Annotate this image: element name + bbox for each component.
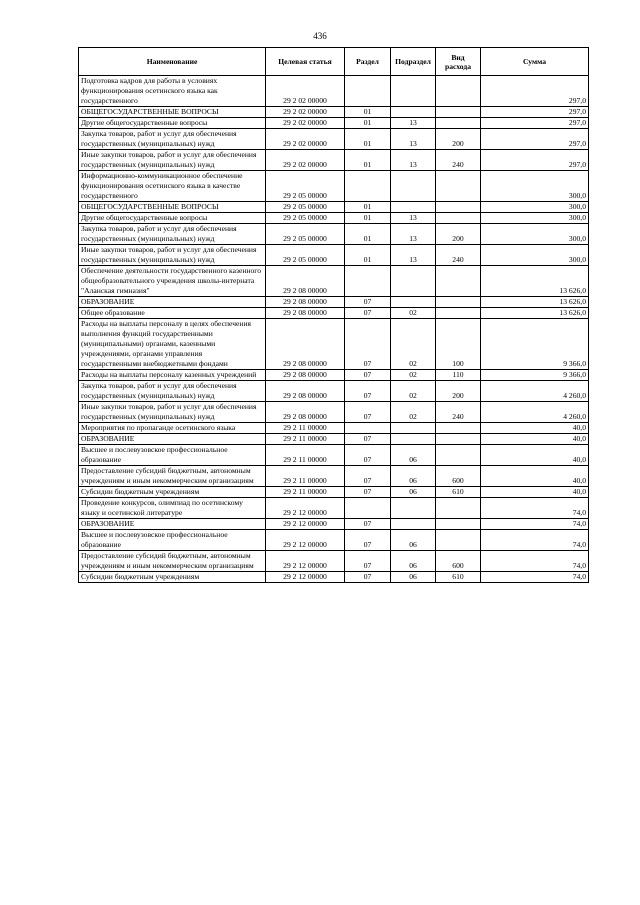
row-name: Иные закупки товаров, работ и услуг для обеспечения государственных (муниципальных) нужд: [79, 150, 266, 171]
row-section: 07: [345, 466, 391, 487]
row-section: 07: [345, 487, 391, 498]
header-row: [79, 48, 589, 76]
row-amount: 13 626,0: [481, 266, 589, 297]
table-row: [79, 370, 589, 381]
row-target-code: 29 2 12 00000: [266, 572, 345, 583]
row-expense-type: [436, 266, 481, 297]
row-expense-type: 110: [436, 370, 481, 381]
row-section: 01: [345, 150, 391, 171]
row-section: 01: [345, 213, 391, 224]
row-name: Проведение конкурсов, олимпиад по осетинскому языку и осетинской литературе: [79, 498, 266, 519]
table-row: [79, 245, 589, 266]
row-amount: 9 366,0: [481, 319, 589, 370]
header-target: Целевая статья: [266, 48, 345, 76]
row-name: ОБРАЗОВАНИЕ: [79, 297, 266, 308]
row-target-code: 29 2 02 00000: [266, 129, 345, 150]
row-name: Общее образование: [79, 308, 266, 319]
row-section: 01: [345, 107, 391, 118]
row-target-code: 29 2 08 00000: [266, 319, 345, 370]
row-target-code: 29 2 05 00000: [266, 213, 345, 224]
row-subsection: 13: [391, 129, 436, 150]
row-subsection: [391, 76, 436, 107]
table-row: [79, 445, 589, 466]
row-amount: 40,0: [481, 487, 589, 498]
row-amount: 300,0: [481, 202, 589, 213]
row-expense-type: 240: [436, 150, 481, 171]
row-section: 07: [345, 297, 391, 308]
row-amount: 300,0: [481, 245, 589, 266]
row-expense-type: 100: [436, 319, 481, 370]
row-expense-type: 240: [436, 245, 481, 266]
header-expense-type: Вид расхода: [436, 48, 481, 76]
row-amount: 297,0: [481, 107, 589, 118]
table-row: [79, 530, 589, 551]
row-target-code: 29 2 11 00000: [266, 434, 345, 445]
row-amount: 297,0: [481, 118, 589, 129]
row-target-code: 29 2 11 00000: [266, 487, 345, 498]
row-section: 07: [345, 572, 391, 583]
row-name: Информационно-коммуникационное обеспечение функционирования осетинского языка в качестве государственного: [79, 171, 266, 202]
header-amount: Сумма: [481, 48, 589, 76]
row-amount: 40,0: [481, 423, 589, 434]
row-subsection: [391, 434, 436, 445]
row-expense-type: 200: [436, 224, 481, 245]
header-subsection: Подраздел: [391, 48, 436, 76]
row-target-code: 29 2 02 00000: [266, 150, 345, 171]
row-amount: 40,0: [481, 466, 589, 487]
row-name: Закупка товаров, работ и услуг для обеспечения государственных (муниципальных) нужд: [79, 129, 266, 150]
row-subsection: 02: [391, 319, 436, 370]
row-subsection: 13: [391, 224, 436, 245]
row-section: 07: [345, 519, 391, 530]
table-row: [79, 308, 589, 319]
row-subsection: [391, 171, 436, 202]
row-amount: 300,0: [481, 171, 589, 202]
row-section: [345, 171, 391, 202]
table-row: [79, 107, 589, 118]
row-name: Субсидии бюджетным учреждениям: [79, 572, 266, 583]
row-name: Расходы на выплаты персоналу в целях обеспечения выполнения функций государственными (муниципальными) органами, казенными учреждениями, органами управления государственными внебюджетными фондами: [79, 319, 266, 370]
row-section: [345, 423, 391, 434]
row-name: Высшее и послевузовское профессиональное образование: [79, 530, 266, 551]
table-row: [79, 487, 589, 498]
row-section: 01: [345, 202, 391, 213]
table-row: [79, 297, 589, 308]
row-subsection: 02: [391, 402, 436, 423]
row-subsection: 06: [391, 466, 436, 487]
row-amount: 9 366,0: [481, 370, 589, 381]
row-amount: 13 626,0: [481, 297, 589, 308]
table-row: [79, 551, 589, 572]
row-section: 07: [345, 370, 391, 381]
row-subsection: 02: [391, 381, 436, 402]
row-expense-type: [436, 76, 481, 107]
row-name: Обеспечение деятельности государственного казенного общеобразовательного учреждения школы-интерната "Аланская гимназия": [79, 266, 266, 297]
row-target-code: 29 2 12 00000: [266, 519, 345, 530]
row-expense-type: 610: [436, 487, 481, 498]
row-target-code: 29 2 08 00000: [266, 297, 345, 308]
row-subsection: 13: [391, 245, 436, 266]
row-subsection: 02: [391, 370, 436, 381]
row-section: 01: [345, 245, 391, 266]
row-target-code: 29 2 11 00000: [266, 466, 345, 487]
row-subsection: [391, 498, 436, 519]
table-row: [79, 423, 589, 434]
row-subsection: 02: [391, 308, 436, 319]
row-subsection: 06: [391, 530, 436, 551]
table-row: [79, 213, 589, 224]
row-amount: 74,0: [481, 519, 589, 530]
row-section: 07: [345, 308, 391, 319]
table-row: [79, 402, 589, 423]
row-name: Субсидии бюджетным учреждениям: [79, 487, 266, 498]
row-target-code: 29 2 08 00000: [266, 381, 345, 402]
row-target-code: 29 2 08 00000: [266, 370, 345, 381]
row-subsection: [391, 519, 436, 530]
row-amount: 13 626,0: [481, 308, 589, 319]
row-subsection: [391, 266, 436, 297]
row-section: 07: [345, 402, 391, 423]
row-section: 07: [345, 445, 391, 466]
table-row: [79, 118, 589, 129]
row-name: Иные закупки товаров, работ и услуг для обеспечения государственных (муниципальных) нужд: [79, 402, 266, 423]
row-expense-type: [436, 445, 481, 466]
table-row: [79, 171, 589, 202]
row-name: Другие общегосударственные вопросы: [79, 213, 266, 224]
table-row: [79, 434, 589, 445]
row-expense-type: [436, 530, 481, 551]
row-subsection: 06: [391, 487, 436, 498]
row-subsection: 13: [391, 150, 436, 171]
row-name: ОБРАЗОВАНИЕ: [79, 519, 266, 530]
row-expense-type: [436, 107, 481, 118]
row-target-code: 29 2 08 00000: [266, 402, 345, 423]
row-amount: 4 260,0: [481, 381, 589, 402]
row-name: Другие общегосударственные вопросы: [79, 118, 266, 129]
table-row: [79, 466, 589, 487]
table-row: [79, 519, 589, 530]
row-subsection: [391, 423, 436, 434]
row-expense-type: 600: [436, 551, 481, 572]
row-target-code: 29 2 12 00000: [266, 530, 345, 551]
row-amount: 74,0: [481, 572, 589, 583]
row-expense-type: [436, 202, 481, 213]
row-name: ОБЩЕГОСУДАРСТВЕННЫЕ ВОПРОСЫ: [79, 107, 266, 118]
header-name: Наименование: [79, 48, 266, 76]
row-subsection: [391, 297, 436, 308]
row-subsection: 13: [391, 213, 436, 224]
row-subsection: 06: [391, 572, 436, 583]
row-section: 07: [345, 551, 391, 572]
row-name: Мероприятия по пропаганде осетинского языка: [79, 423, 266, 434]
row-expense-type: [436, 171, 481, 202]
page-number: 436: [313, 31, 327, 41]
row-target-code: 29 2 05 00000: [266, 171, 345, 202]
row-amount: 40,0: [481, 434, 589, 445]
header-section: Раздел: [345, 48, 391, 76]
table-row: [79, 150, 589, 171]
row-amount: 74,0: [481, 551, 589, 572]
row-section: 01: [345, 118, 391, 129]
table-row: [79, 381, 589, 402]
row-expense-type: [436, 434, 481, 445]
row-name: Закупка товаров, работ и услуг для обеспечения государственных (муниципальных) нужд: [79, 381, 266, 402]
row-target-code: 29 2 02 00000: [266, 107, 345, 118]
table-row: [79, 76, 589, 107]
row-expense-type: [436, 519, 481, 530]
table-row: [79, 319, 589, 370]
row-expense-type: 600: [436, 466, 481, 487]
row-amount: 300,0: [481, 224, 589, 245]
row-section: [345, 266, 391, 297]
row-section: 07: [345, 530, 391, 551]
table-row: [79, 266, 589, 297]
row-target-code: 29 2 05 00000: [266, 224, 345, 245]
row-target-code: 29 2 08 00000: [266, 308, 345, 319]
row-subsection: 13: [391, 118, 436, 129]
row-target-code: 29 2 11 00000: [266, 423, 345, 434]
row-subsection: [391, 202, 436, 213]
row-name: Предоставление субсидий бюджетным, автономным учреждениям и иным некоммерческим организациям: [79, 466, 266, 487]
table-row: [79, 129, 589, 150]
row-name: ОБЩЕГОСУДАРСТВЕННЫЕ ВОПРОСЫ: [79, 202, 266, 213]
row-amount: 297,0: [481, 76, 589, 107]
row-amount: 300,0: [481, 213, 589, 224]
row-target-code: 29 2 11 00000: [266, 445, 345, 466]
row-expense-type: [436, 498, 481, 519]
table-row: [79, 498, 589, 519]
row-name: Подготовка кадров для работы в условиях функционирования осетинского языка как государственного: [79, 76, 266, 107]
table-header: [79, 48, 589, 76]
row-section: [345, 498, 391, 519]
row-section: 01: [345, 224, 391, 245]
row-expense-type: 200: [436, 381, 481, 402]
row-name: Предоставление субсидий бюджетным, автономным учреждениям и иным некоммерческим организациям: [79, 551, 266, 572]
row-expense-type: [436, 308, 481, 319]
row-expense-type: 610: [436, 572, 481, 583]
row-expense-type: [436, 423, 481, 434]
row-amount: 74,0: [481, 498, 589, 519]
table-row: [79, 572, 589, 583]
row-expense-type: [436, 213, 481, 224]
row-expense-type: [436, 118, 481, 129]
row-target-code: 29 2 08 00000: [266, 266, 345, 297]
row-subsection: 06: [391, 551, 436, 572]
row-target-code: 29 2 02 00000: [266, 76, 345, 107]
row-subsection: [391, 107, 436, 118]
row-name: Иные закупки товаров, работ и услуг для обеспечения государственных (муниципальных) нужд: [79, 245, 266, 266]
row-amount: 297,0: [481, 150, 589, 171]
row-amount: 297,0: [481, 129, 589, 150]
row-target-code: 29 2 05 00000: [266, 202, 345, 213]
row-section: 07: [345, 319, 391, 370]
row-section: 07: [345, 381, 391, 402]
row-name: Закупка товаров, работ и услуг для обеспечения государственных (муниципальных) нужд: [79, 224, 266, 245]
table-row: [79, 202, 589, 213]
row-name: Высшее и послевузовское профессиональное образование: [79, 445, 266, 466]
row-target-code: 29 2 12 00000: [266, 498, 345, 519]
budget-table: [78, 47, 589, 583]
row-target-code: 29 2 05 00000: [266, 245, 345, 266]
row-amount: 74,0: [481, 530, 589, 551]
row-amount: 4 260,0: [481, 402, 589, 423]
row-name: ОБРАЗОВАНИЕ: [79, 434, 266, 445]
row-section: 01: [345, 129, 391, 150]
row-subsection: 06: [391, 445, 436, 466]
row-expense-type: 200: [436, 129, 481, 150]
row-expense-type: [436, 297, 481, 308]
row-target-code: 29 2 12 00000: [266, 551, 345, 572]
table-row: [79, 224, 589, 245]
row-target-code: 29 2 02 00000: [266, 118, 345, 129]
row-section: 07: [345, 434, 391, 445]
row-expense-type: 240: [436, 402, 481, 423]
table-body: [79, 76, 589, 583]
row-name: Расходы на выплаты персоналу казенных учреждений: [79, 370, 266, 381]
row-amount: 40,0: [481, 445, 589, 466]
row-section: [345, 76, 391, 107]
